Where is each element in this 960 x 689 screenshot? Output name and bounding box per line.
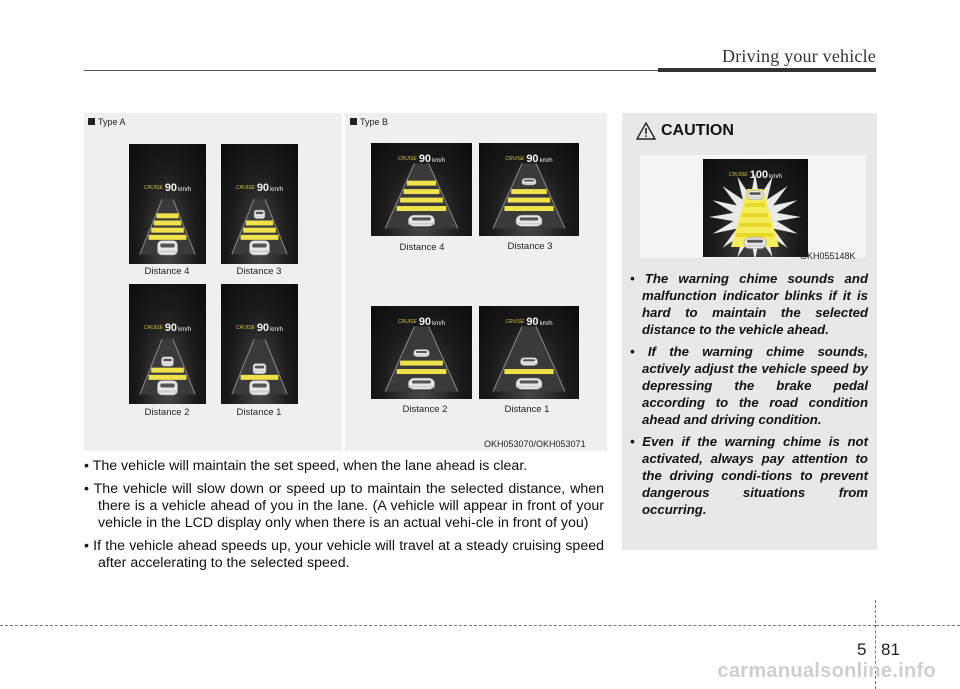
caption-a-distance-3: Distance 3 (236, 266, 282, 277)
header-rule-accent (658, 68, 876, 72)
caution-item: • If the warning chime sounds, actively adjust the vehicle speed by depressing the brake pedal according to the road condition ahead and driving condition. (630, 344, 868, 427)
footer-rule-right (876, 625, 960, 626)
header-rule (84, 70, 658, 71)
caption-a-distance-2: Distance 2 (144, 407, 190, 418)
lcd-readout: CRUISE 90km/h (397, 316, 446, 328)
caption-b-distance-2: Distance 2 (402, 404, 448, 415)
vehicle-icon (157, 381, 177, 395)
lane-graphic (129, 144, 206, 264)
caution-item: • The warning chime sounds and malfunction indicator blinks if it is hard to maintain the selected distance to the vehicle ahead. (630, 271, 868, 337)
body-bullets (84, 458, 604, 578)
caption-b-distance-3: Distance 3 (507, 241, 553, 252)
caution-image-code: OKH055148K (800, 251, 856, 261)
footer-rule (0, 625, 876, 626)
lcd-panel-b-distance-4 (371, 143, 472, 236)
lcd-warning-panel (703, 159, 808, 257)
vehicle-icon (521, 358, 538, 366)
caption-b-distance-4: Distance 4 (399, 242, 445, 253)
caption-a-distance-4: Distance 4 (144, 266, 190, 277)
vehicle-icon (253, 364, 266, 374)
lcd-readout: CRUISE 100km/h (728, 169, 783, 181)
caution-item: • Even if the warning chime is not activated, always pay attention to the driving condi-tions to prevent dangerous situations from occurring. (630, 434, 868, 517)
type-b-label: Type B (350, 117, 388, 127)
lcd-readout: CRUISE 90km/h (235, 182, 284, 194)
lcd-panel-a-distance-2 (129, 284, 206, 404)
lcd-readout: CRUISE 90km/h (505, 153, 553, 165)
type-a-label: Type A (88, 117, 126, 127)
vehicle-icon (516, 215, 542, 226)
lcd-readout: CRUISE 90km/h (143, 322, 192, 334)
lcd-panel-a-distance-1 (221, 284, 298, 404)
lane-graphic (221, 144, 298, 264)
vehicle-icon (408, 215, 434, 226)
watermark: carmanualsonline.info (717, 660, 936, 682)
caption-a-distance-1: Distance 1 (236, 407, 282, 418)
lane-graphic (129, 284, 206, 404)
caution-list (630, 270, 868, 523)
page-number: 81 (881, 640, 900, 659)
warning-triangle-icon (636, 122, 656, 140)
section-title: Driving your vehicle (722, 46, 876, 66)
vehicle-icon (522, 178, 536, 185)
lcd-panel-b-distance-1 (479, 306, 579, 399)
lcd-panel-b-distance-2 (371, 306, 472, 399)
vehicle-icon (414, 349, 430, 356)
vehicle-icon (249, 381, 269, 395)
body-item: • The vehicle will slow down or speed up to maintain the selected distance, when there is a vehicle ahead of you in the lane. (A vehicle will appear in front of your vehicle in the LCD display only when there is an actual vehi-cle in front of you) (84, 481, 604, 531)
vehicle-icon (162, 357, 174, 366)
lcd-panel-b-distance-3 (479, 143, 579, 236)
caution-title: CAUTION (661, 122, 734, 139)
lcd-readout: CRUISE 90km/h (397, 153, 446, 165)
lcd-readout: CRUISE 90km/h (143, 182, 192, 194)
lcd-readout: CRUISE 90km/h (505, 316, 553, 328)
vehicle-icon (744, 238, 766, 249)
body-item: • The vehicle will maintain the set speed, when the lane ahead is clear. (84, 458, 528, 474)
lane-graphic (221, 284, 298, 404)
vehicle-icon (516, 378, 542, 389)
vehicle-icon (157, 241, 177, 255)
lcd-panel-a-distance-4 (129, 144, 206, 264)
vehicle-icon (747, 191, 763, 200)
figure-code: OKH053070/OKH053071 (484, 439, 586, 449)
caption-b-distance-1: Distance 1 (504, 404, 550, 415)
lcd-panel-a-distance-3 (221, 144, 298, 264)
vehicle-icon (249, 241, 269, 255)
vehicle-icon (408, 378, 434, 389)
lcd-readout: CRUISE 90km/h (235, 322, 284, 334)
body-item: • If the vehicle ahead speeds up, your vehicle will travel at a steady cruising speed after accelerating to the selected speed. (84, 538, 604, 571)
figure-type-a-background (84, 113, 342, 451)
chapter-number: 5 (857, 640, 867, 659)
vehicle-icon (254, 210, 265, 218)
